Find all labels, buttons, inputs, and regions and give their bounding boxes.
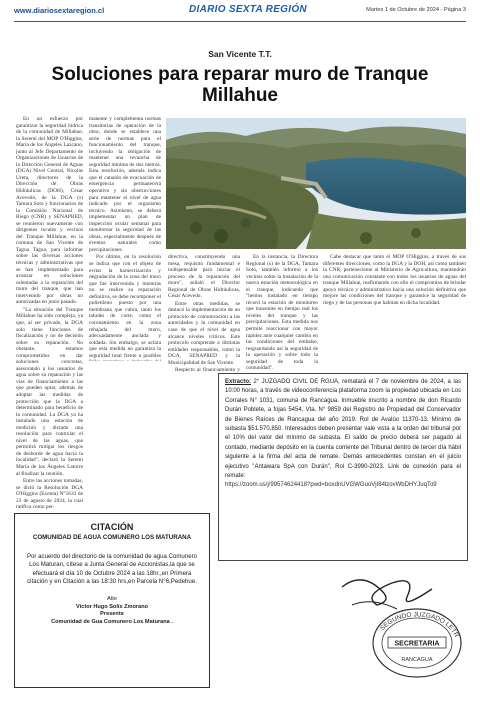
article-kicker: San Vicente T.T. xyxy=(208,49,272,59)
article-column-1 xyxy=(16,116,83,514)
paragraph: En un esfuerzo por garantizar la seguridad hídrica de la comunidad de Millahue, la Seremi del MOP O'Higgins, María de los Ángeles Lazcano, junto al Jefe Departamento de Organizaciones de Usuarios de la Dirección General de Aguas (DGA) Nivel Central, Nicolás Ureta, directores de la Dirección de Obras Hidráulicas (DOH), César Acevedo, de la DGA (s) Tamara Soto y funcionarios de la Comisión Nacional de Riego (CNR) y SENAPRED, se reunieron nuevamente con dirigentes locales y vecinos del Tranque Millahue, en la comuna de San Vicente de Tagua Tagua, para informar sobre las diversas acciones técnicas y administrativas que se han implementado para avanzar en soluciones orientadas a la reparación del muro del tranque, que han intervenido por obras no autorizadas en junio pasado. xyxy=(16,116,83,306)
svg-text:RANCAGUA: RANCAGUA xyxy=(401,657,433,663)
paragraph: Respecto al financiamiento y xyxy=(175,367,240,372)
citacion-signature xyxy=(15,596,209,626)
signature-name: Víctor Hugo Solís Zmorano xyxy=(75,603,149,610)
page-header xyxy=(14,6,466,20)
paragraph: Entre las acciones tomadas, se dictó la Resolución DGA O'Higgins (Exenta) N°1633 de 23 de agosto de 2024, la cual ratifica como per- xyxy=(16,478,83,511)
zoom-link[interactable]: https://zoom.us/j/99574624418?pwd=boxdnUVGWGuoVjI84lzovWbDHYJuqTo9 xyxy=(225,482,437,489)
citacion-notice xyxy=(14,513,210,688)
citacion-body: Por acuerdo del directorio de la comunidad de agua Comunero Los Maturan, cítese a Junta General de Accionistas,la que se efectuará el día 10 de Octubre 2024 a las 18hr.,en Primera citación y en Citación a las 18:30 hrs,en Parcela N°6,Pedehue. xyxy=(26,553,198,585)
article-column-3 xyxy=(168,254,240,372)
issue-date: Martes 1 de Octubre de 2024 - Página 3 xyxy=(366,7,466,13)
paragraph: manente y complementa normas transitorias de operación de la obra, donde se establece una serie de normas para el funcionamiento del tranque, incluyendo la obligación de mantener una revancha de seguridad mínima de dos metros. Esta resolución, además indica que el canalón de evacuación de emergencia permanecerá operativo y sin obstrucciones para mantener el nivel de agua indicado por el organismo técnico. Asimismo, se deberá implementar un plan de inspección ocular semanal para monitorear la seguridad de las obras, especialmente después de eventos naturales como precipitaciones. xyxy=(89,116,161,253)
article-column-5 xyxy=(323,254,466,372)
tranque-photo xyxy=(166,118,466,249)
court-stamp-seal xyxy=(322,575,472,685)
paragraph: En la instancia, la Directora Regional (s) de la DGA, Tamara Soto, también informó a los vecinos sobre la instalación de la nueva estación meteorológica en el tranque, indicando que "hemos instalado en tiempo récord la estación de monitoreo que transmite en tiempo real los niveles del tranque y las precipitaciones. Esta medida nos permite reaccionar con mayor rapidez ante cualquier cambio en las condiciones del embalse, resguardando así la seguridad de la operación y sobre todo la seguridad de toda la comunidad". xyxy=(246,254,318,372)
svg-text:SECRETARIA: SECRETARIA xyxy=(394,640,440,648)
paragraph: Cabe destacar que tanto el MOP O'Higgins, a través de sus diferentes direcciones, como la DGA y la DOH, así como también la CNR, perteneciente al Ministerio de Agricultura, mantendrán una comunicación constante con todos los usuarios de aguas del tranque Millahue, reafirmando con ello el compromiso de brindar apoyo técnico y administrativo hacia una solución definitiva que mejore las condiciones del tranque y garantice la seguridad de riego y de las personas que habitan en dicha localidad. xyxy=(323,254,466,306)
extracto-text: 2° JUZGADO CIVIL DE RGUA, rematará el 7 de noviembre de 2024, a las 10:00 horas, a través de videoconferencia plataforma zoom la propiedad ubicada en Los Corrales N° 1031, comuna de Rancagua. Inmueble inscrito a nombre de don Ricardo Durán Poblete, a fojas 5454, Vta. N° 9859 del Registro de Propiedad del Conservador de Bienes Raíces de Rancagua del año 2019. Rol de Avalúo 11370-13. Mínimo de subasta $51.570.850. Interesados deben presentar vale vista a la orden del tribunal por el 10% del valor del mínimo de subasta. El saldo de precio deberá ser pagado al contado, mediante depósito en la cuenta corriente del Tribunal dentro de tercer día hábil siguiente a la firma del acta de remate. Demás antecedentes constan en el juicio ejecutivo "Antawara SpA con Durán", Rol C-3990-2023. Link de conexión para el remate: xyxy=(225,379,461,480)
citacion-title: CITACIÓN xyxy=(90,522,134,532)
court-signature-stamp xyxy=(322,575,472,685)
reservoir-aerial-image xyxy=(166,118,466,249)
legal-notice-extracto xyxy=(218,373,468,561)
paragraph: directiva, constituyendo una mesa, requisito fundamental e indispensable para iniciar el proceso de la reparación del muro", señaló el Director Regional de Obras Hidráulicas, César Acevedo. xyxy=(168,254,240,300)
svg-text:SEGUNDO JUZGADO LETRAS: SEGUNDO JUZGADO LETR xyxy=(379,611,460,639)
citacion-subtitle: COMUNIDAD DE AGUA COMUNERO LOS MATURANA xyxy=(32,534,192,541)
section-title: DIARIO SEXTA REGIÓN xyxy=(189,4,307,15)
article-column-4 xyxy=(246,254,318,372)
extracto-label: Extracto: xyxy=(225,379,252,385)
site-url[interactable]: www.diariosextaregion.cl xyxy=(14,6,105,15)
signature-presente: Presente xyxy=(100,611,124,618)
paragraph: "La situación del Tranque Millahue ha sido compleja, ya que, al ser privado, la DGA solo tiene funciones de fiscalización y no de decisión sobre su reparación. No obstante, estamos comprometidos en dar soluciones concretas, asesorando a los usuarios de agua sobre su reparación y las vías de financiamiento a las que pueden optar, además de adoptar las medidas de protección que la DGA a determinado para beneficio de la comunidad. La DGA ya ha instalado una estación de medición y dictado una resolución para controlar el nivel de las aguas, que permitirá mitigar los riesgos de desborde de agua hacia la localidad", declaró la Seremi María de los Ángeles Latorre al finalizar la reunión. xyxy=(16,306,83,477)
article-column-2 xyxy=(89,116,161,361)
signature-att: Atte xyxy=(107,596,117,603)
paragraph: Entre otras medidas, se destacó la implementación de un protocolo de comunicación a las autoridades y la comunidad en caso de que el nivel de agua alcance niveles críticos. Este protocolo comprende a distintas entidades responsables, como la DGA, SENAPRED y la Municipalidad de San Vicente. xyxy=(168,300,240,366)
article-headline: Soluciones para reparar muro de Tranque Millahue xyxy=(51,64,429,106)
paragraph: Por último, en la resolución se indica que con el objeto de evitar la harnectización y degradación de la zona del muro que fue intervenida y mientras no se realice su reparación definitiva, se debe recomponer el polietileno puesto por una membrana que cubra, tanto los taludes de corte, como el coronamiento en la zona rebajada del muro, adecuadamente anclada y soldada. Sin embargo, se aclara que esta medida no garantiza la seguridad total frente a posibles xyxy=(89,254,161,359)
header-divider xyxy=(14,21,466,22)
signature-org: Comunidad de Gua Comunero Los Maturana . xyxy=(51,618,173,625)
